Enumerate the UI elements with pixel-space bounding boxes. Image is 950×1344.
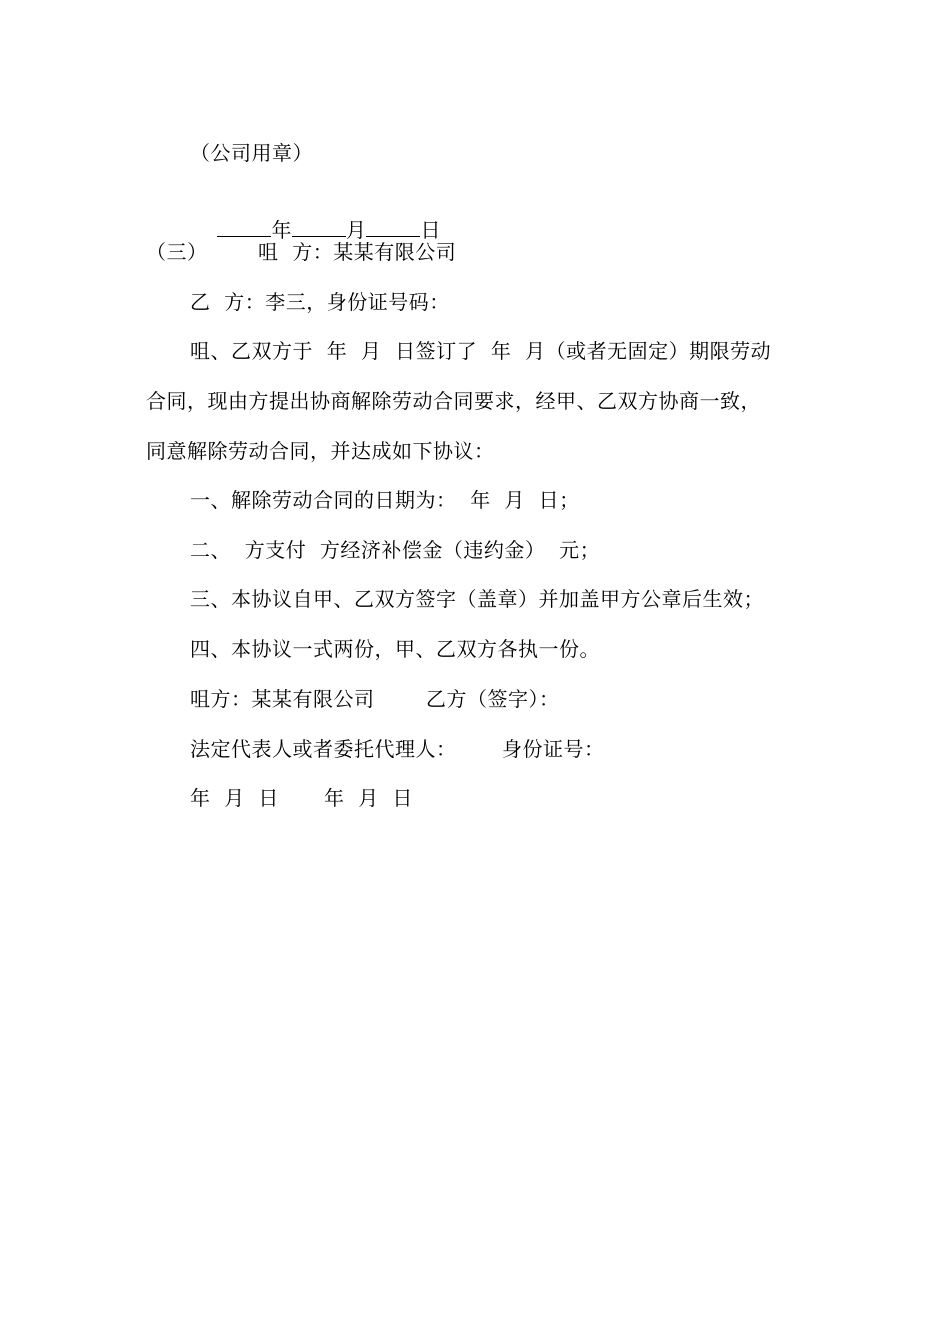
year-label: 年 bbox=[271, 218, 292, 242]
clause-2: 二、 方支付 方经济补偿金（违约金） 元； bbox=[190, 538, 601, 562]
signature-date-a: 年 月 日 bbox=[190, 786, 279, 810]
seal-label: （公司用章） bbox=[190, 141, 313, 165]
month-blank bbox=[292, 218, 346, 237]
month-label: 月 bbox=[345, 218, 367, 242]
clause-3: 三、本协议自甲、乙双方签字（盖章）并加盖甲方公章后生效； bbox=[190, 587, 764, 611]
signature-date-b: 年 月 日 bbox=[324, 786, 413, 810]
year-blank bbox=[217, 218, 271, 237]
signature-representative: 法定代表人或者委托代理人： bbox=[190, 737, 457, 761]
day-label: 日 bbox=[420, 218, 441, 242]
paragraph-line-1: 咀、乙双方于 年 月 日签订了 年 月（或者无固定）期限劳动 bbox=[190, 339, 772, 363]
clause-4: 四、本协议一式两份，甲、乙双方各执一份。 bbox=[190, 637, 600, 661]
party-a: 咀 方：某某有限公司 bbox=[258, 240, 457, 264]
signature-id-number: 身份证号： bbox=[502, 737, 605, 761]
section-number: （三） bbox=[146, 240, 208, 264]
clause-1: 一、解除劳动合同的日期为： 年 月 日； bbox=[190, 488, 580, 512]
day-blank bbox=[366, 218, 420, 237]
signature-party-b: 乙方（签字）： bbox=[426, 687, 560, 711]
paragraph-line-3: 同意解除劳动合同，并达成如下协议： bbox=[146, 439, 495, 463]
paragraph-line-2: 合同，现由方提出协商解除劳动合同要求，经甲、乙双方协商一致， bbox=[146, 389, 761, 413]
signature-party-a: 咀方：某某有限公司 bbox=[190, 687, 375, 711]
party-b: 乙 方：李三，身份证号码： bbox=[190, 290, 450, 314]
